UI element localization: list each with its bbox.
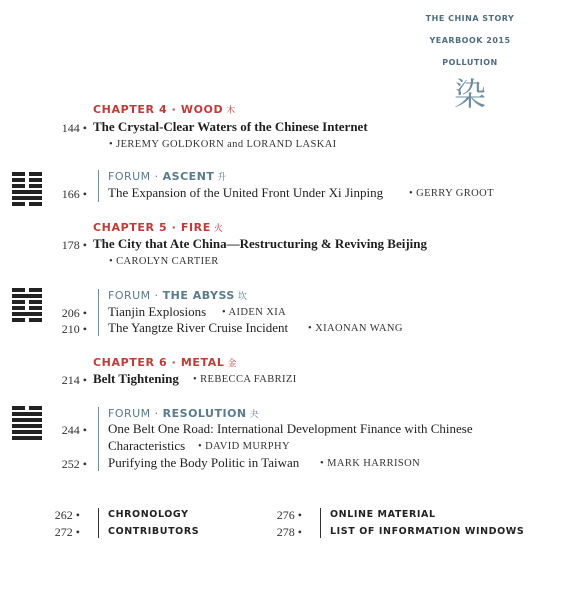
page-number-166: 166 • — [61, 187, 87, 201]
entry-title-purifying-body-politic[interactable]: Purifying the Body Politic in Taiwan — [108, 455, 300, 470]
forum-ascent-prefix: FORUM · — [108, 170, 163, 183]
chapter-4-character: 木 — [226, 106, 236, 116]
chapter-5-character: 火 — [213, 224, 224, 234]
yearbook-header — [410, 12, 530, 114]
forum-ascent-heading[interactable] — [108, 170, 227, 183]
forum-abyss-heading[interactable] — [108, 289, 247, 302]
forum-resolution-name: RESOLUTION — [162, 407, 247, 420]
page-number-244: 244 • — [61, 423, 87, 437]
chapter-5-heading[interactable] — [93, 221, 223, 234]
backmatter-information-windows[interactable]: LIST OF INFORMATION WINDOWS — [330, 526, 525, 537]
yearbook-theme: POLLUTION — [442, 58, 498, 67]
page-number-206: 206 • — [61, 306, 87, 320]
chapter-4-heading[interactable] — [93, 103, 236, 116]
forum-abyss-character: 坎 — [237, 292, 248, 302]
entry-author-murphy: • DAVID MURPHY — [198, 441, 290, 452]
chapter-4-label: CHAPTER 4 · WOOD — [93, 103, 224, 116]
forum-abyss-name: THE ABYSS — [162, 289, 235, 302]
entry-title-united-front[interactable]: The Expansion of the United Front Under Xi Jinping — [108, 185, 384, 200]
page-number-276: 276 • — [276, 508, 302, 522]
forum-resolution-rule — [98, 407, 99, 471]
forum-resolution-heading[interactable] — [108, 407, 259, 420]
backmatter-right-rule — [320, 508, 321, 538]
entry-author-harrison: • MARK HARRISON — [320, 458, 421, 469]
entry-author-cartier: • CAROLYN CARTIER — [109, 256, 219, 267]
chapter-6-heading[interactable] — [93, 356, 237, 369]
backmatter-chronology[interactable]: CHRONOLOGY — [108, 509, 189, 520]
entry-author-groot: • GERRY GROOT — [409, 188, 494, 199]
page-number-178: 178 • — [61, 238, 87, 252]
page-number-278: 278 • — [276, 525, 302, 539]
page-number-144: 144 • — [61, 121, 87, 135]
entry-title-yangtze-cruise[interactable]: The Yangtze River Cruise Incident — [108, 320, 289, 335]
entry-author-wang: • XIAONAN WANG — [308, 323, 403, 334]
entry-title-one-belt-one-road-line2[interactable]: Characteristics — [108, 438, 186, 453]
entry-title-one-belt-one-road[interactable]: One Belt One Road: International Development Finance with Chinese — [108, 421, 473, 436]
forum-abyss-rule — [98, 289, 99, 336]
entry-authors-goldkorn-laskai: • JEREMY GOLDKORN and LORAND LASKAI — [109, 139, 337, 150]
forum-abyss-prefix: FORUM · — [108, 289, 163, 302]
yearbook-title: YEARBOOK 2015 — [429, 36, 511, 45]
entry-title-belt-tightening[interactable]: Belt Tightening — [93, 371, 179, 386]
backmatter-left-rule — [98, 508, 99, 538]
theme-character: 染 — [453, 75, 486, 113]
backmatter-contributors[interactable]: CONTRIBUTORS — [108, 526, 200, 537]
page-number-272: 272 • — [54, 525, 80, 539]
page-number-210: 210 • — [61, 322, 87, 336]
page-number-214: 214 • — [61, 373, 87, 387]
entry-title-crystal-clear-waters[interactable]: The Crystal-Clear Waters of the Chinese Internet — [93, 119, 368, 134]
forum-resolution-prefix: FORUM · — [108, 407, 163, 420]
entry-title-tianjin-explosions[interactable]: Tianjin Explosions — [108, 304, 207, 319]
entry-title-city-that-ate-china[interactable]: The City that Ate China—Restructuring & Reviving Beijing — [93, 236, 428, 251]
entry-author-xia: • AIDEN XIA — [222, 307, 287, 318]
page-number-262: 262 • — [54, 508, 80, 522]
chapter-5-label: CHAPTER 5 · FIRE — [93, 221, 211, 234]
entry-author-fabrizi: • REBECCA FABRIZI — [193, 374, 297, 385]
forum-ascent-rule — [98, 170, 99, 202]
forum-resolution-character: 夬 — [249, 410, 260, 420]
series-title: THE CHINA STORY — [425, 14, 515, 23]
forum-ascent-name: ASCENT — [162, 170, 215, 183]
chapter-6-character: 金 — [227, 359, 238, 369]
page-number-252: 252 • — [61, 457, 87, 471]
chapter-6-label: CHAPTER 6 · METAL — [93, 356, 225, 369]
backmatter-online-material[interactable]: ONLINE MATERIAL — [330, 509, 436, 520]
forum-ascent-character: 升 — [217, 173, 227, 183]
